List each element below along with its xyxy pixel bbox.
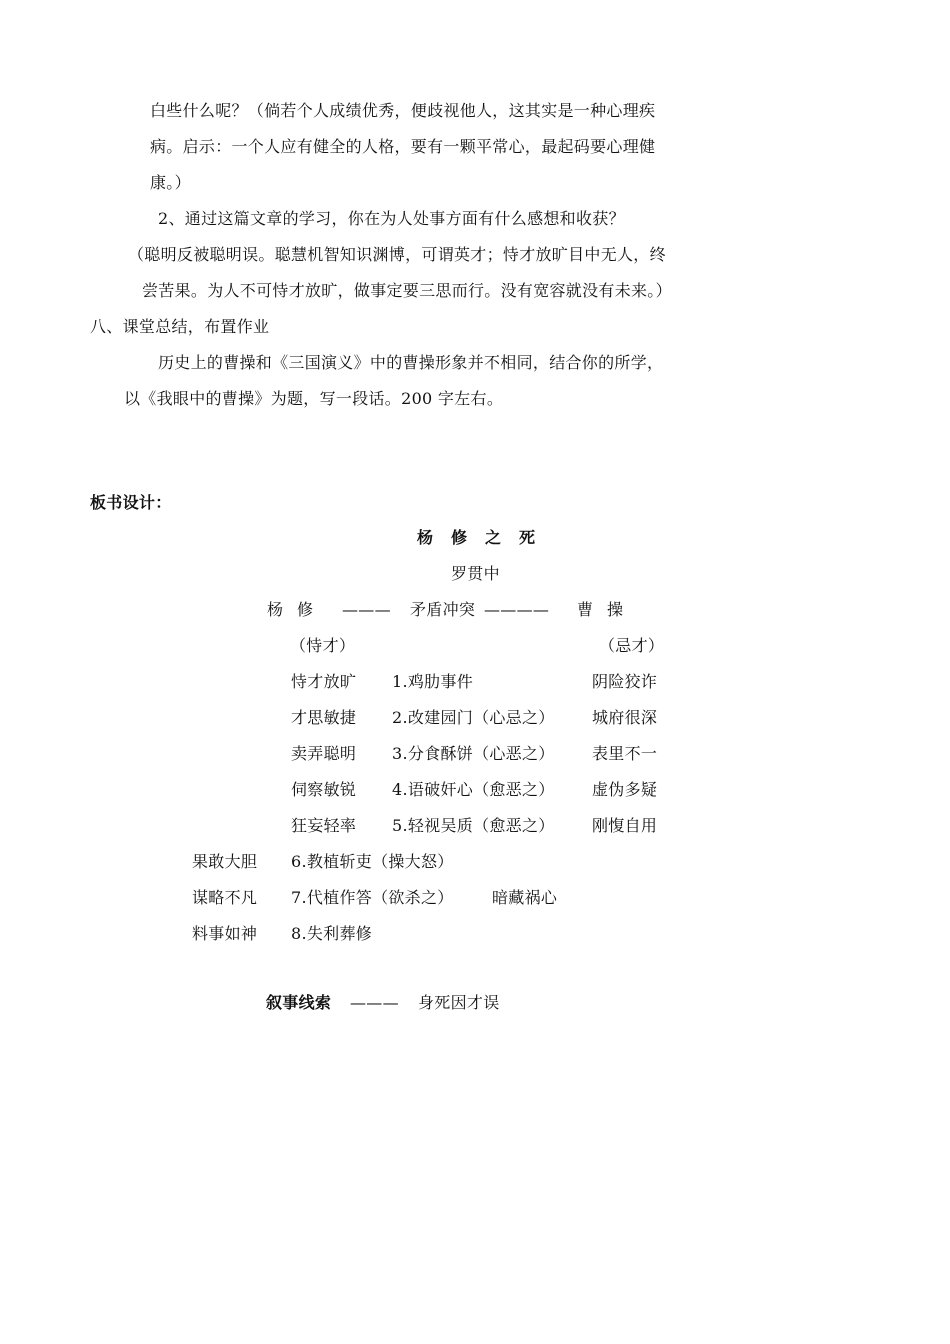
event-item: 3.分食酥饼（心恶之） [392,744,555,763]
question-2: 2、通过这篇文章的学习，你在为人处事方面有什么感想和收获？ [158,209,625,228]
dash-connector: ——— [342,600,391,619]
board-heading: 板书设计： [90,493,172,512]
event-item: 6.教植斩吏（操大怒） [291,852,454,871]
dash-connector: ———— [484,600,550,619]
event-item: 5.轻视吴质（愈恶之） [392,816,555,835]
homework-line: 历史上的曹操和《三国演义》中的曹操形象并不相同，结合你的所学， [158,353,664,372]
right-character-name: 曹操 [577,600,638,619]
trait-left: 恃才放旷 [291,672,357,691]
left-character-name: 杨修 [267,600,328,619]
paragraph-line: 康。） [150,173,191,192]
paragraph-line: 白些什么呢？（倘若个人成绩优秀，便歧视他人，这其实是一种心理疾 [150,101,656,120]
trait-left: 料事如神 [192,924,258,943]
trait-right: 阴险狡诈 [592,672,658,691]
answer-2-line: 尝苦果。为人不可恃才放旷，做事定要三思而行。没有宽容就没有未来。） [142,281,672,300]
trait-left: 狂妄轻率 [291,816,357,835]
trait-right: 表里不一 [592,744,658,763]
trait-left: 伺察敏锐 [291,780,357,799]
homework-line: 以《我眼中的曹操》为题，写一段话。200 字左右。 [124,389,504,408]
trait-right: 刚愎自用 [592,816,658,835]
answer-2-line: （聪明反被聪明误。聪慧机智知识渊博，可谓英才；恃才放旷目中无人，终 [128,245,666,264]
trait-left: 谋略不凡 [192,888,258,907]
event-item: 7.代植作答（欲杀之） [291,888,454,907]
clue-dash: ——— [350,993,399,1012]
paragraph-line: 病。启示：一个人应有健全的人格，要有一颗平常心，最起码要心理健 [150,137,656,156]
trait-right: 暗藏祸心 [492,888,558,907]
left-subtitle: （恃才） [290,636,356,655]
trait-left: 卖弄聪明 [291,744,357,763]
event-item: 1.鸡肋事件 [392,672,474,691]
clue-label: 叙事线索 [266,993,332,1012]
event-item: 4.语破奸心（愈恶之） [392,780,555,799]
board-author: 罗贯中 [451,564,500,583]
event-item: 8.失利葬修 [291,924,373,943]
clue-text: 身死因才误 [418,993,500,1012]
section-heading: 八、课堂总结，布置作业 [90,317,270,336]
event-item: 2.改建园门（心忌之） [392,708,555,727]
right-subtitle: （忌才） [599,636,665,655]
trait-left: 才思敏捷 [291,708,357,727]
trait-left: 果敢大胆 [192,852,258,871]
board-title: 杨修之死 [417,528,554,547]
trait-right: 城府很深 [592,708,658,727]
conflict-label: 矛盾冲突 [410,600,476,619]
trait-right: 虚伪多疑 [592,780,658,799]
